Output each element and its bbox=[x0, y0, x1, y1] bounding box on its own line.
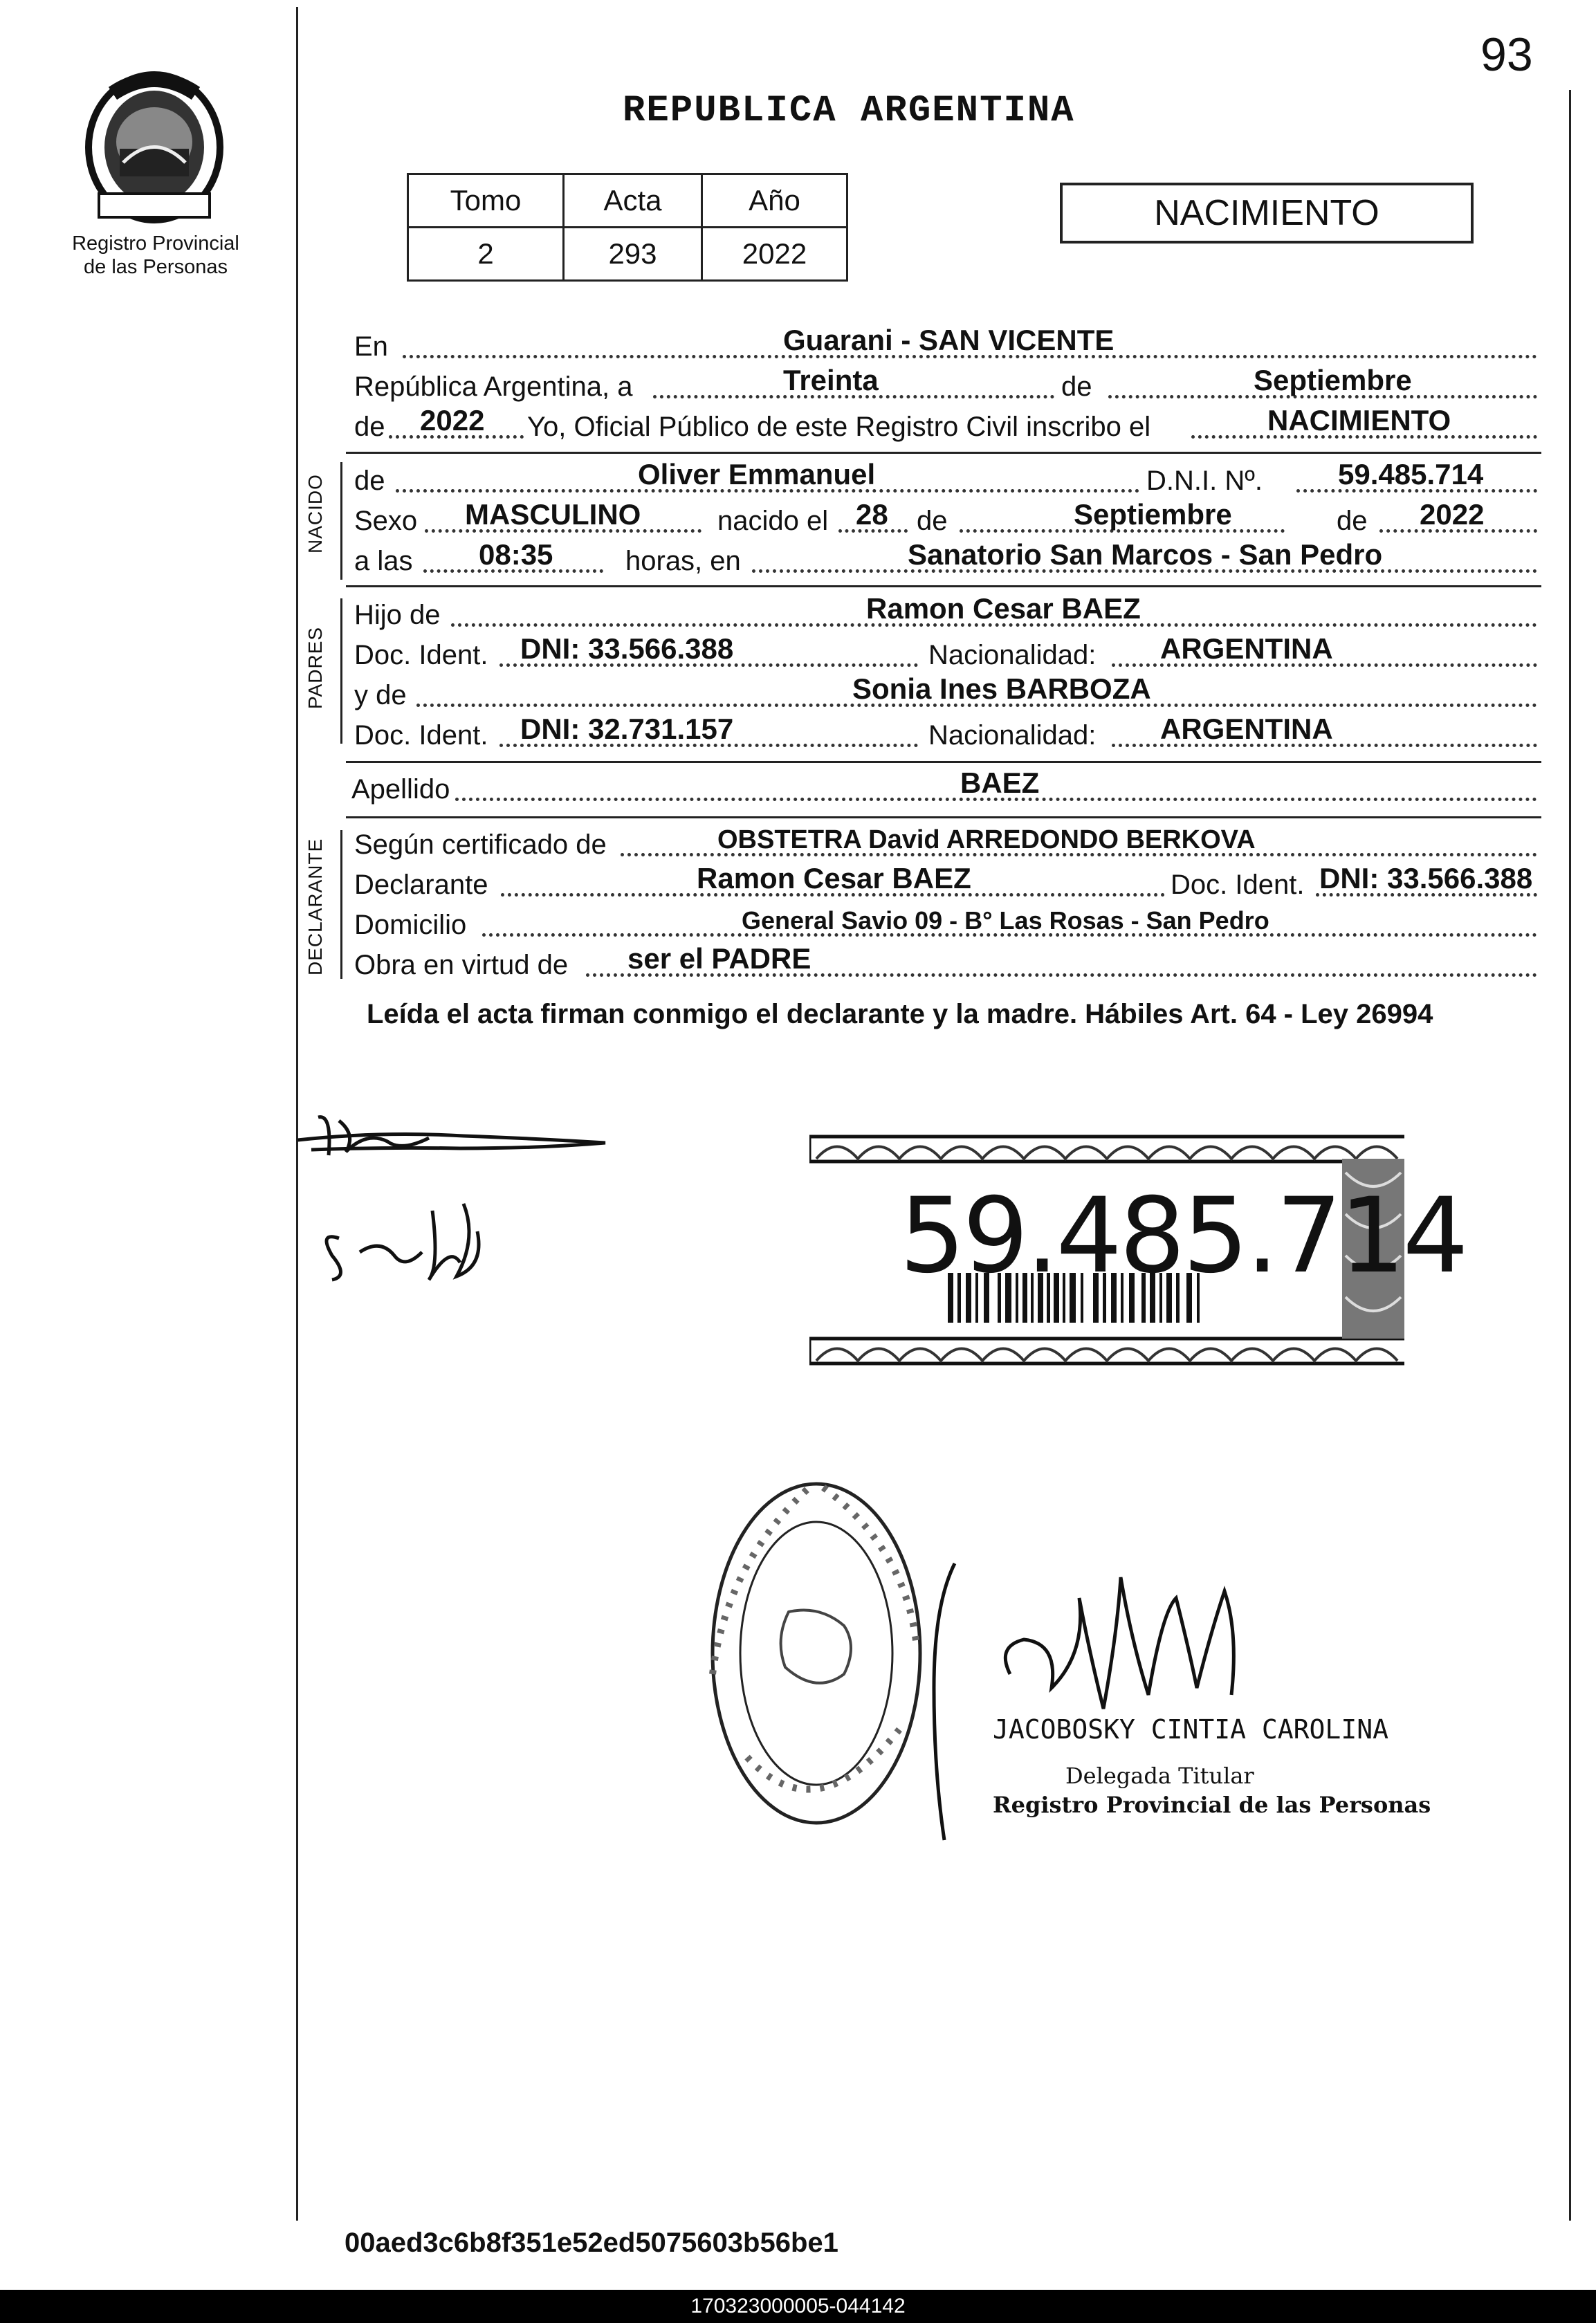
row-date bbox=[354, 364, 1537, 405]
label-segun-certificado: Según certificado de bbox=[354, 829, 607, 860]
value-declarant-doc: DNI: 33.566.388 bbox=[1319, 862, 1533, 894]
row-mother bbox=[354, 672, 1537, 714]
value-mother-nationality: ARGENTINA bbox=[1160, 713, 1333, 745]
section-divider bbox=[346, 816, 1541, 818]
value-reason: ser el PADRE bbox=[627, 942, 811, 975]
province-coat-of-arms-logo bbox=[75, 66, 234, 225]
official-seal bbox=[706, 1467, 996, 1854]
row-certificate bbox=[354, 825, 1537, 863]
value-place: Guarani - SAN VICENTE bbox=[783, 324, 1115, 356]
row-mother-doc bbox=[354, 713, 1537, 754]
value-month: Septiembre bbox=[1254, 364, 1412, 396]
label-domicilio: Domicilio bbox=[354, 910, 467, 940]
value-certificate: OBSTETRA David ARREDONDO BERKOVA bbox=[717, 825, 1256, 854]
value-father-doc: DNI: 33.566.388 bbox=[520, 632, 734, 665]
label-doc-ident: Doc. Ident. bbox=[1171, 870, 1305, 900]
value-declarant-name: Ramon Cesar BAEZ bbox=[697, 862, 971, 894]
section-label-nacido: NACIDO bbox=[304, 474, 326, 553]
row-birth-time-place bbox=[354, 538, 1537, 580]
label-de: de bbox=[917, 506, 948, 536]
row-declarant bbox=[354, 862, 1537, 903]
label-sexo: Sexo bbox=[354, 506, 418, 536]
closing-statement: Leída el acta firman conmigo el declarante y la madre. Hábiles Art. 64 - Ley 26994 bbox=[367, 999, 1433, 1029]
label-inscription-text: Yo, Oficial Público de este Registro Civil inscribo el bbox=[527, 412, 1151, 442]
reference-table bbox=[407, 173, 848, 282]
anio-value: 2022 bbox=[702, 228, 847, 281]
label-nacido-el: nacido el bbox=[717, 506, 829, 536]
value-birth-day: 28 bbox=[856, 498, 888, 531]
section-label-padres: PADRES bbox=[304, 626, 326, 709]
value-sex: MASCULINO bbox=[465, 498, 641, 531]
label-doc-ident: Doc. Ident. bbox=[354, 720, 488, 751]
value-father-nationality: ARGENTINA bbox=[1160, 632, 1333, 665]
label-hijo-de: Hijo de bbox=[354, 600, 441, 630]
value-address: General Savio 09 - B° Las Rosas - San Pedro bbox=[742, 906, 1269, 935]
tomo-value: 2 bbox=[408, 228, 564, 281]
act-type-box: NACIMIENTO bbox=[1060, 183, 1474, 244]
page-number: 93 bbox=[1480, 28, 1533, 81]
label-a-las: a las bbox=[354, 546, 413, 576]
value-birth-time: 08:35 bbox=[479, 538, 553, 571]
declarant-signature bbox=[291, 1100, 623, 1301]
section-divider bbox=[346, 452, 1541, 454]
label-doc-ident: Doc. Ident. bbox=[354, 640, 488, 670]
row-reason bbox=[354, 942, 1537, 984]
row-location bbox=[354, 324, 1537, 365]
label-dni: D.N.I. Nº. bbox=[1146, 466, 1263, 496]
acta-value: 293 bbox=[564, 228, 702, 281]
row-sex-birth bbox=[354, 498, 1537, 540]
value-surname: BAEZ bbox=[960, 766, 1040, 799]
label-nacionalidad: Nacionalidad: bbox=[928, 640, 1097, 670]
label-obra-en-virtud: Obra en virtud de bbox=[354, 950, 569, 980]
label-horas-en: horas, en bbox=[625, 546, 741, 576]
value-child-dni: 59.485.714 bbox=[1338, 458, 1484, 490]
value-act: NACIMIENTO bbox=[1267, 404, 1451, 437]
value-year: 2022 bbox=[420, 404, 485, 437]
value-child-name: Oliver Emmanuel bbox=[638, 458, 876, 490]
tomo-header: Tomo bbox=[408, 174, 564, 228]
row-surname bbox=[351, 766, 1537, 808]
section-bracket bbox=[340, 462, 342, 580]
document-hash: 00aed3c6b8f351e52ed5075603b56be1 bbox=[345, 2228, 838, 2258]
row-father-doc bbox=[354, 632, 1537, 674]
value-father-name: Ramon Cesar BAEZ bbox=[866, 592, 1141, 625]
value-day: Treinta bbox=[783, 364, 879, 396]
label-de: de bbox=[1337, 506, 1368, 536]
label-declarante: Declarante bbox=[354, 870, 488, 900]
official-role: Delegada Titular bbox=[1065, 1763, 1254, 1789]
anio-header: Año bbox=[702, 174, 847, 228]
right-margin-line bbox=[1569, 90, 1571, 2221]
label-republica: República Argentina, a bbox=[354, 371, 633, 402]
footer-code-bar: 170323000005-044142 bbox=[0, 2290, 1596, 2323]
label-de: de bbox=[354, 466, 385, 496]
value-mother-doc: DNI: 32.731.157 bbox=[520, 713, 734, 745]
row-child-name bbox=[354, 458, 1537, 499]
label-en: En bbox=[354, 331, 388, 362]
row-address bbox=[354, 906, 1537, 944]
section-bracket bbox=[340, 830, 342, 979]
row-inscription bbox=[354, 404, 1537, 446]
registry-org-label bbox=[62, 232, 249, 279]
label-nacionalidad: Nacionalidad: bbox=[928, 720, 1097, 751]
official-organization: Registro Provincial de las Personas bbox=[993, 1792, 1431, 1818]
section-bracket bbox=[340, 598, 342, 744]
value-mother-name: Sonia Ines BARBOZA bbox=[852, 672, 1151, 705]
section-divider bbox=[346, 585, 1541, 587]
section-divider bbox=[346, 761, 1541, 763]
label-de: de bbox=[1061, 371, 1092, 402]
official-name: JACOBOSKY CINTIA CAROLINA bbox=[993, 1714, 1388, 1745]
row-father bbox=[354, 592, 1537, 634]
value-birth-place: Sanatorio San Marcos - San Pedro bbox=[908, 538, 1383, 571]
label-y-de: y de bbox=[354, 680, 407, 710]
value-birth-month: Septiembre bbox=[1074, 498, 1232, 531]
org-label-line2: de las Personas bbox=[84, 256, 228, 278]
label-apellido: Apellido bbox=[351, 774, 450, 805]
label-de: de bbox=[354, 412, 385, 442]
dni-stamp-number: 59.485.714 bbox=[899, 1176, 1466, 1296]
section-label-declarante: DECLARANTE bbox=[304, 838, 326, 975]
org-label-line1: Registro Provincial bbox=[72, 232, 239, 255]
acta-header: Acta bbox=[564, 174, 702, 228]
value-birth-year: 2022 bbox=[1420, 498, 1485, 531]
document-title: REPUBLICA ARGENTINA bbox=[623, 90, 1075, 132]
